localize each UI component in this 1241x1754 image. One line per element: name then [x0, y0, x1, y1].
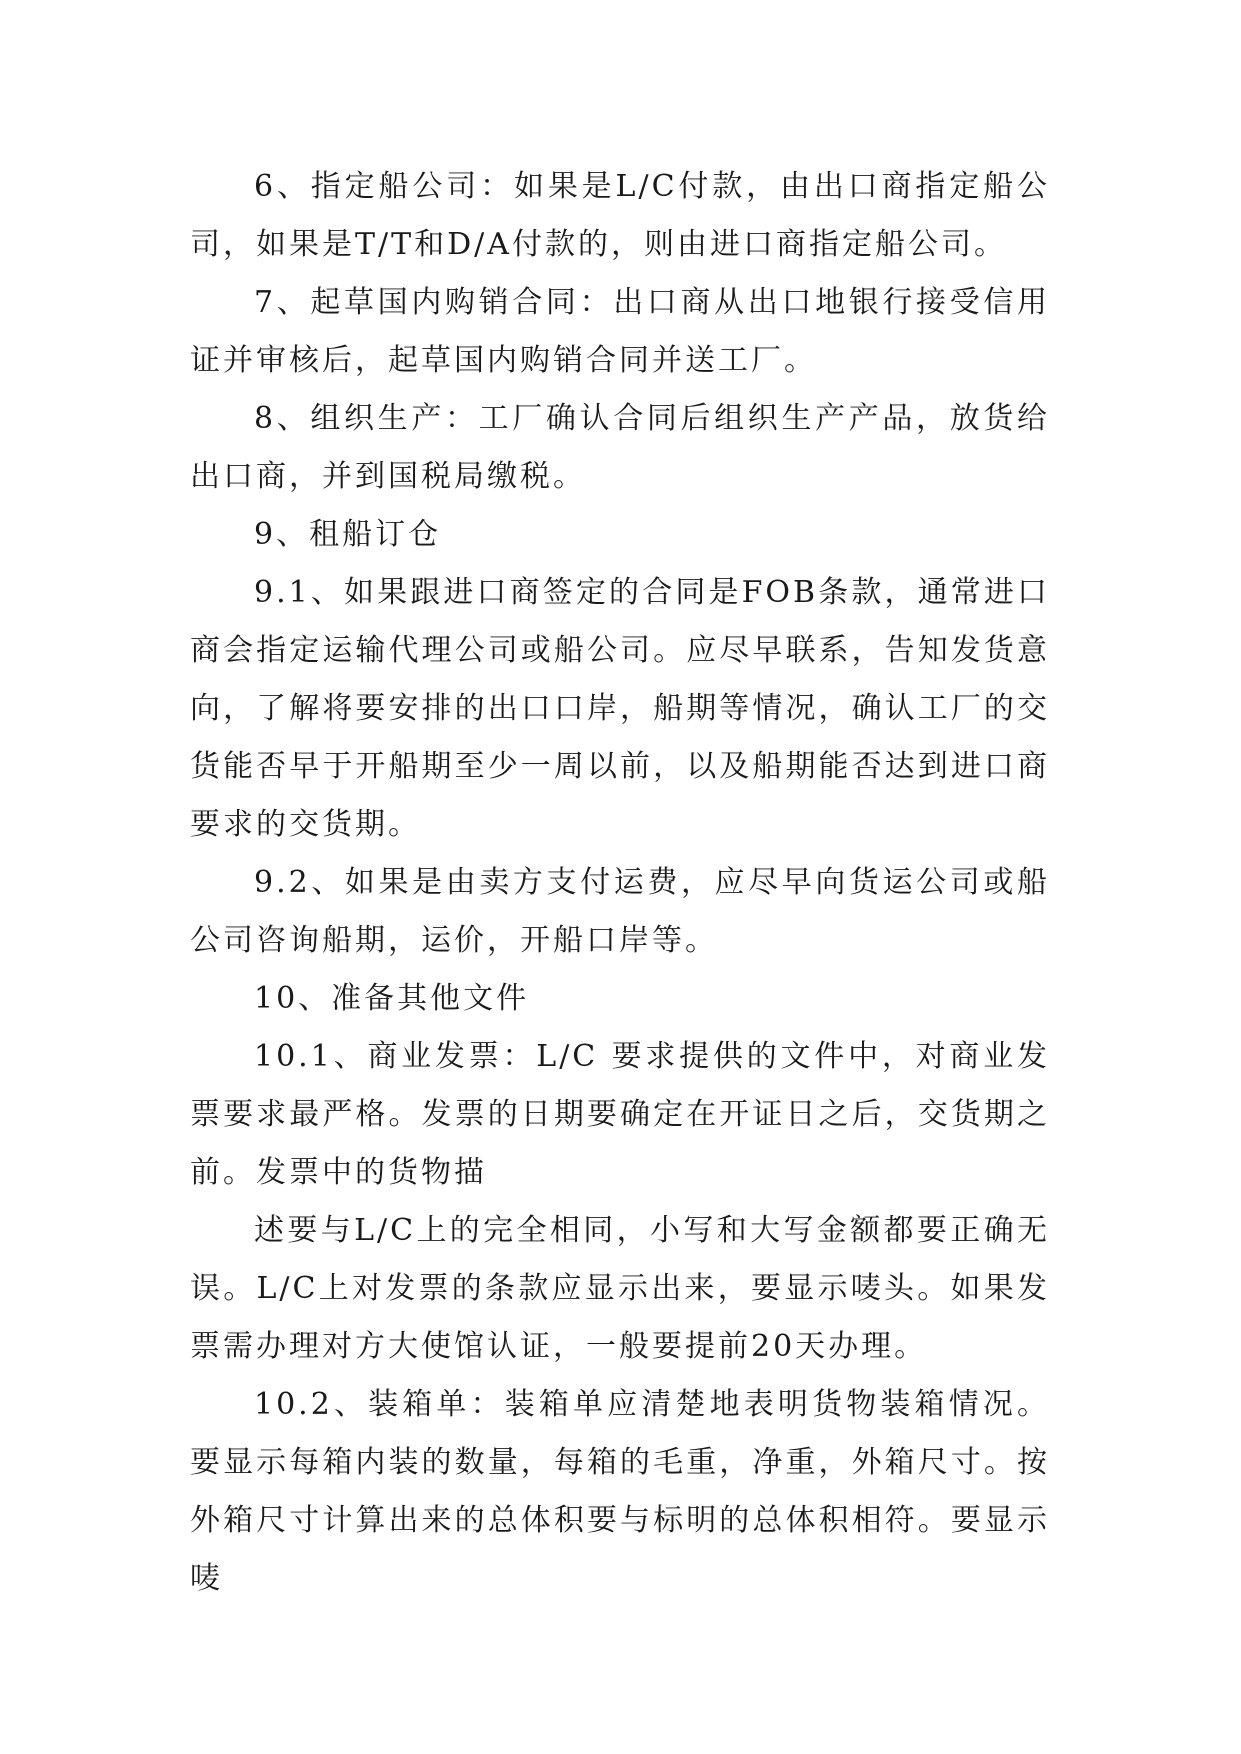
- paragraph-9-heading: 9、租船订仓: [254, 517, 442, 552]
- document-body: [190, 158, 1050, 1608]
- paragraph-6-shipping-company: 6、指定船公司：如果是L/C付款，由出口商指定船公司，如果是T/T和D/A付款的，则由进口商指定船公司。: [190, 169, 1050, 262]
- paragraph-9-1-fob: 9.1、如果跟进口商签定的合同是FOB条款，通常进口商会指定运输代理公司或船公司。应尽早联系，告知发货意向，了解将要安排的出口口岸，船期等情况，确认工厂的交货能否早于开船期至少一周以前，以及船期能否达到进口商要求的交货期。: [190, 575, 1050, 842]
- paragraph-10-heading: 10、准备其他文件: [254, 981, 530, 1016]
- paragraph-10-1-invoice: 10.1、商业发票：L/C 要求提供的文件中，对商业发票要求最严格。发票的日期要确定在开证日之后，交货期之前。发票中的货物描: [190, 1039, 1050, 1190]
- paragraph-10-1-invoice-continued: 述要与L/C上的完全相同，小写和大写金额都要正确无误。L/C上对发票的条款应显示出来，要显示唛头。如果发票需办理对方大使馆认证，一般要提前20天办理。: [190, 1213, 1050, 1364]
- paragraph-7-domestic-contract: 7、起草国内购销合同：出口商从出口地银行接受信用证并审核后，起草国内购销合同并送工厂。: [190, 285, 1050, 378]
- paragraph-9-2-freight: 9.2、如果是由卖方支付运费，应尽早向货运公司或船公司咨询船期，运价，开船口岸等。: [190, 865, 1050, 958]
- paragraph-8-production: 8、组织生产：工厂确认合同后组织生产产品，放货给出口商，并到国税局缴税。: [190, 401, 1050, 494]
- paragraph-10-2-packing-list: 10.2、装箱单：装箱单应清楚地表明货物装箱情况。要显示每箱内装的数量，每箱的毛重，净重，外箱尺寸。按外箱尺寸计算出来的总体积要与标明的总体积相符。要显示唛: [190, 1387, 1050, 1596]
